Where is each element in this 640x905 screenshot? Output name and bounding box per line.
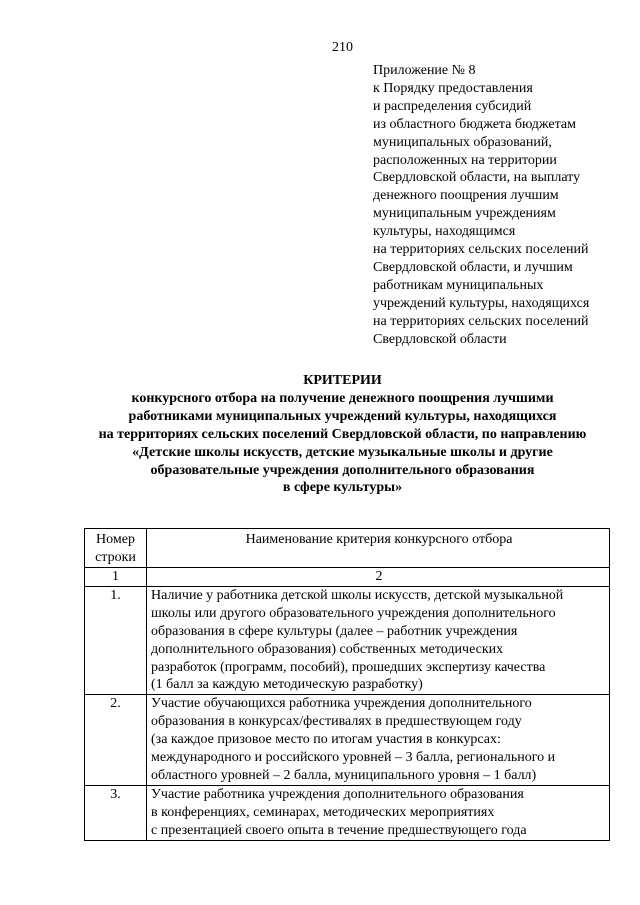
criterion-line: образования в конкурсах/фестивалях в предшествующем году bbox=[151, 714, 522, 730]
table-numbering-row bbox=[85, 568, 610, 587]
row-number: 2. bbox=[85, 695, 147, 786]
heading-line: в сфере культуры» bbox=[282, 480, 403, 496]
header-criterion-label: Наименование критерия конкурсного отбора bbox=[245, 532, 513, 547]
header-number-label: Номер bbox=[96, 532, 135, 547]
heading-title: КРИТЕРИИ bbox=[303, 373, 382, 388]
criterion-line: Наличие у работника детской школы искусств, детской музыкальной bbox=[151, 587, 564, 603]
appendix-line: учреждений культуры, находящихся bbox=[373, 295, 590, 311]
header-number-cell bbox=[85, 529, 147, 568]
criterion-line: Участие обучающихся работника учреждения дополнительного bbox=[151, 696, 532, 712]
heading-line: конкурсного отбора на получение денежного поощрения лучшими bbox=[131, 390, 554, 406]
criterion-line: разработок (программ, пособий), прошедших экспертизу качества bbox=[151, 659, 546, 675]
appendix-line: на территориях сельских поселений bbox=[373, 242, 589, 258]
table-row bbox=[85, 785, 610, 840]
criterion-line: областного уровней – 2 балла, муниципального уровня – 1 балл) bbox=[151, 767, 537, 783]
appendix-reference bbox=[373, 62, 633, 349]
heading-line: на территориях сельских поселений Свердловской области, по направлению bbox=[98, 426, 587, 442]
criterion-line: с презентацией своего опыта в течение предшествующего года bbox=[151, 822, 527, 838]
criterion-line: образования в сфере культуры (далее – работник учреждения bbox=[151, 623, 518, 639]
criterion-line: (за каждое призовое место по итогам участия в конкурсах: bbox=[151, 732, 501, 748]
document-heading bbox=[70, 372, 615, 497]
row-number: 1. bbox=[85, 586, 147, 694]
page-number: 210 bbox=[332, 40, 353, 55]
table-row bbox=[85, 586, 610, 694]
appendix-line: муниципальным учреждениям bbox=[373, 206, 556, 222]
appendix-line: Приложение № 8 bbox=[373, 63, 476, 78]
criterion-line: международного и российского уровней – 3 балла, регионального и bbox=[151, 750, 556, 766]
appendix-line: к Порядку предоставления bbox=[373, 80, 533, 96]
appendix-line: Свердловской области, и лучшим bbox=[373, 259, 573, 275]
appendix-line: Свердловской области bbox=[373, 331, 507, 347]
header-number-label: строки bbox=[95, 549, 136, 565]
heading-line: образовательные учреждения дополнительного образования bbox=[150, 462, 535, 478]
numbering-cell: 2 bbox=[147, 568, 610, 587]
table-header-row bbox=[85, 529, 610, 568]
row-criterion bbox=[147, 586, 610, 694]
appendix-line: денежного поощрения лучшим bbox=[373, 188, 559, 204]
table-row bbox=[85, 695, 610, 786]
appendix-line: на территориях сельских поселений bbox=[373, 313, 589, 329]
appendix-line: из областного бюджета бюджетам bbox=[373, 116, 576, 132]
appendix-line: работникам муниципальных bbox=[373, 277, 544, 293]
criterion-line: Участие работника учреждения дополнительного образования bbox=[151, 786, 524, 802]
row-number: 3. bbox=[85, 785, 147, 840]
heading-line: «Детские школы искусств, детские музыкальные школы и другие bbox=[132, 444, 553, 460]
appendix-line: расположенных на территории bbox=[373, 152, 557, 168]
row-criterion bbox=[147, 785, 610, 840]
criterion-line: (1 балл за каждую методическую разработку) bbox=[151, 677, 423, 693]
appendix-line: культуры, находящимся bbox=[373, 224, 516, 240]
appendix-line: и распределения субсидий bbox=[373, 98, 532, 114]
numbering-cell: 1 bbox=[85, 568, 147, 587]
appendix-line: муниципальных образований, bbox=[373, 134, 552, 150]
heading-line: работниками муниципальных учреждений культуры, находящихся bbox=[128, 408, 557, 424]
criterion-line: дополнительного образования) собственных методических bbox=[151, 641, 504, 657]
appendix-line: Свердловской области, на выплату bbox=[373, 170, 581, 186]
criteria-table bbox=[84, 567, 610, 841]
criterion-line: в конференциях, семинарах, методических мероприятиях bbox=[151, 804, 495, 820]
criteria-table-header bbox=[84, 528, 610, 568]
criterion-line: школы или другого образовательного учреждения дополнительного bbox=[151, 605, 556, 621]
row-criterion bbox=[147, 695, 610, 786]
header-criterion-cell bbox=[147, 529, 610, 568]
